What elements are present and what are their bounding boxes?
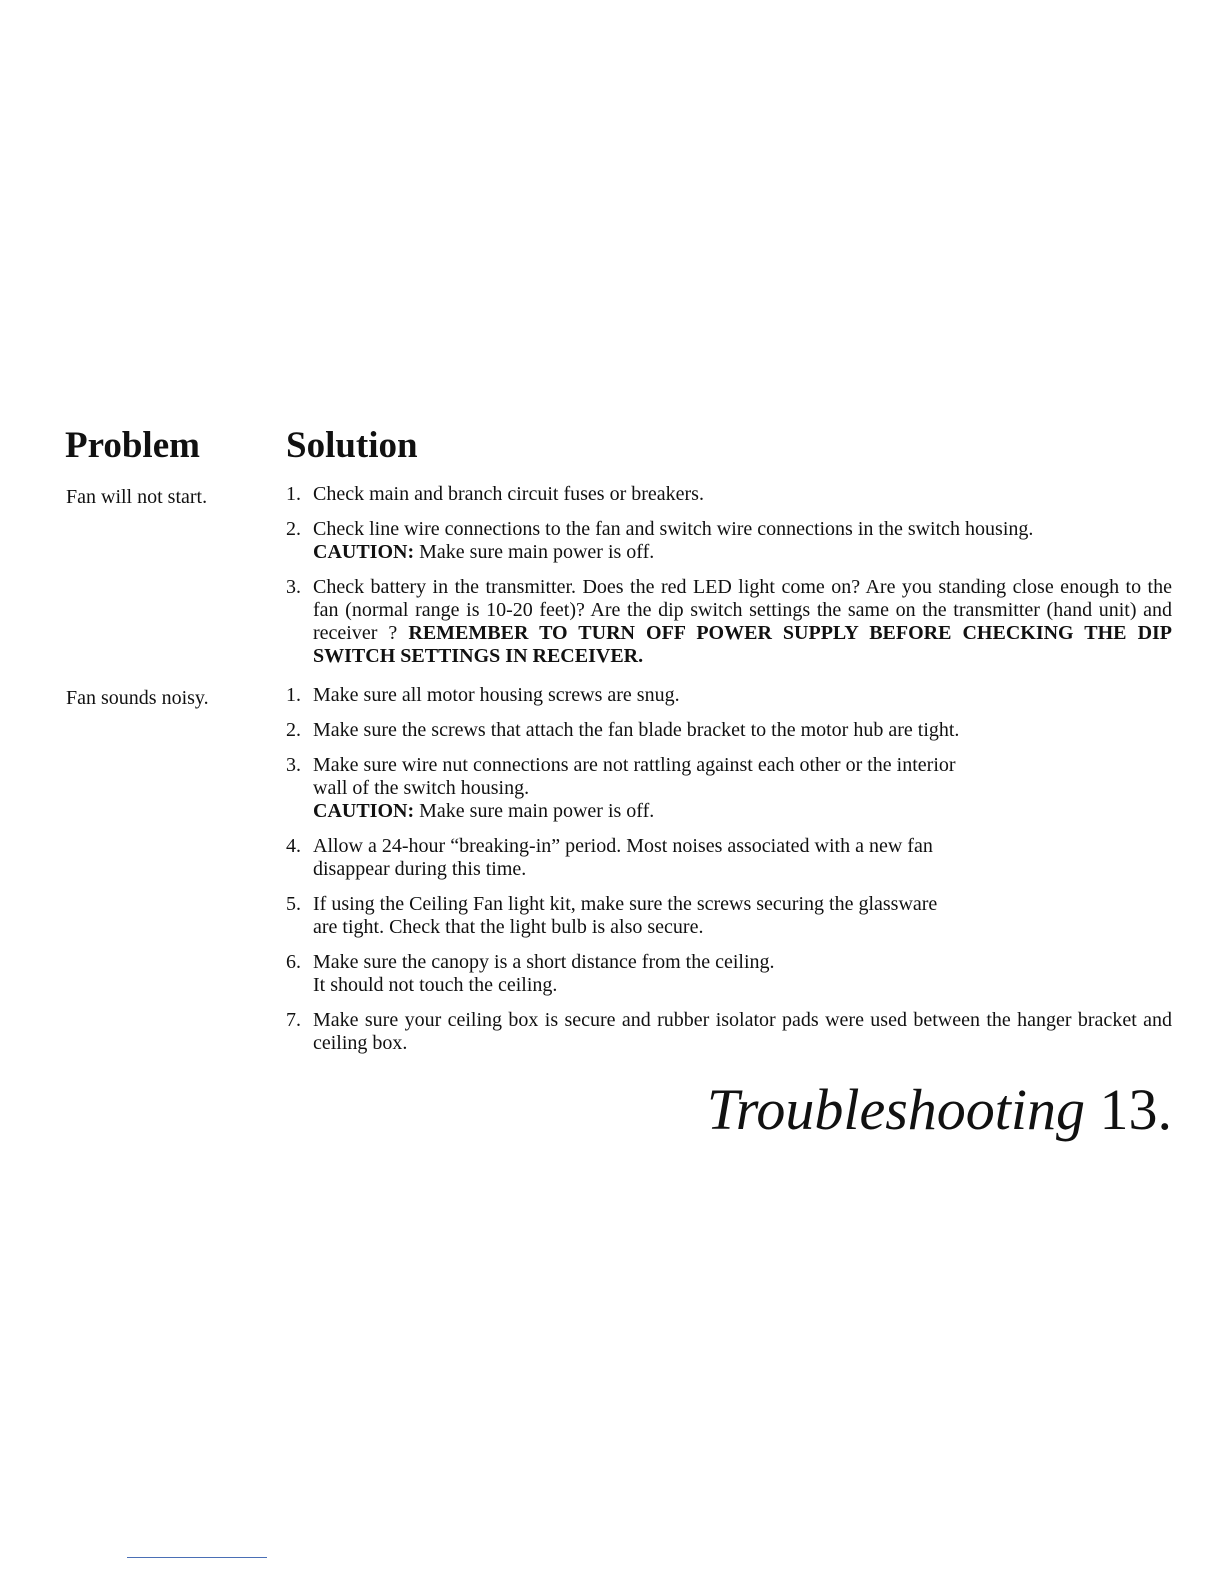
item-text-line: wall of the switch housing. (313, 777, 530, 799)
caution-text: Make sure main power is off. (419, 541, 655, 563)
item-number: 5. (286, 893, 301, 915)
item-number: 2. (286, 719, 301, 741)
item-number: 7. (286, 1009, 301, 1031)
solution-item (286, 684, 1172, 707)
warning-text: REMEMBER TO TURN OFF POWER SUPPLY BEFORE CHECKING THE DIP SWITCH SETTINGS IN RECEIVER. (313, 622, 1173, 667)
item-number: 1. (286, 483, 301, 505)
solution-item (286, 1009, 1172, 1055)
item-text-line: It should not touch the ceiling. (313, 974, 558, 996)
item-text-line: Make sure wire nut connections are not rattling against each other or the interior (313, 754, 956, 776)
solution-item (286, 754, 1172, 823)
item-number: 2. (286, 518, 301, 540)
item-text: Make sure your ceiling box is secure and rubber isolator pads were used between the hanger bracket and ceiling box. (313, 1009, 1172, 1054)
item-text-line: Allow a 24-hour “breaking-in” period. Most noises associated with a new fan (313, 835, 933, 857)
caution-label: CAUTION: (313, 541, 415, 563)
item-text-line: If using the Ceiling Fan light kit, make sure the screws securing the glassware (313, 893, 938, 915)
solution-item (286, 576, 1172, 668)
solution-item (286, 893, 1172, 939)
solution-list (286, 684, 1172, 1067)
item-text: Make sure all motor housing screws are snug. (313, 684, 680, 706)
item-number: 3. (286, 576, 301, 598)
problem-label: Fan sounds noisy. (66, 687, 209, 709)
item-text-line: disappear during this time. (313, 858, 527, 880)
item-number: 3. (286, 754, 301, 776)
item-text: Check line wire connections to the fan and switch wire connections in the switch housing. (313, 518, 1034, 540)
page-number: 13. (1099, 1077, 1172, 1142)
item-text-line: Make sure the canopy is a short distance from the ceiling. (313, 951, 775, 973)
caution-label: CAUTION: (313, 800, 415, 822)
caution-note (313, 800, 1172, 823)
problem-column-header: Problem (65, 425, 200, 466)
item-number: 6. (286, 951, 301, 973)
problem-label: Fan will not start. (66, 486, 208, 508)
solution-item (286, 518, 1172, 564)
page-footer-title (707, 1075, 1172, 1145)
footer-rule (127, 1557, 267, 1558)
caution-note (313, 541, 1172, 564)
item-text: Make sure the screws that attach the fan blade bracket to the motor hub are tight. (313, 719, 960, 741)
solution-item (286, 951, 1172, 997)
item-number: 4. (286, 835, 301, 857)
solution-item (286, 835, 1172, 881)
item-text: Check battery in the transmitter. Does the red LED light come on? Are you standing close enough to the fan (normal range is 10-20 feet)? Are the dip switch settings the same on the transmitter (hand unit) and receiver ? (313, 576, 1172, 644)
solution-column-header: Solution (286, 425, 418, 466)
item-text-line: are tight. Check that the light bulb is also secure. (313, 916, 704, 938)
solution-item (286, 483, 1172, 506)
item-text: Check main and branch circuit fuses or breakers. (313, 483, 704, 505)
solution-list (286, 483, 1172, 680)
solution-item (286, 719, 1172, 742)
item-number: 1. (286, 684, 301, 706)
caution-text: Make sure main power is off. (419, 800, 655, 822)
section-title: Troubleshooting (706, 1077, 1085, 1142)
